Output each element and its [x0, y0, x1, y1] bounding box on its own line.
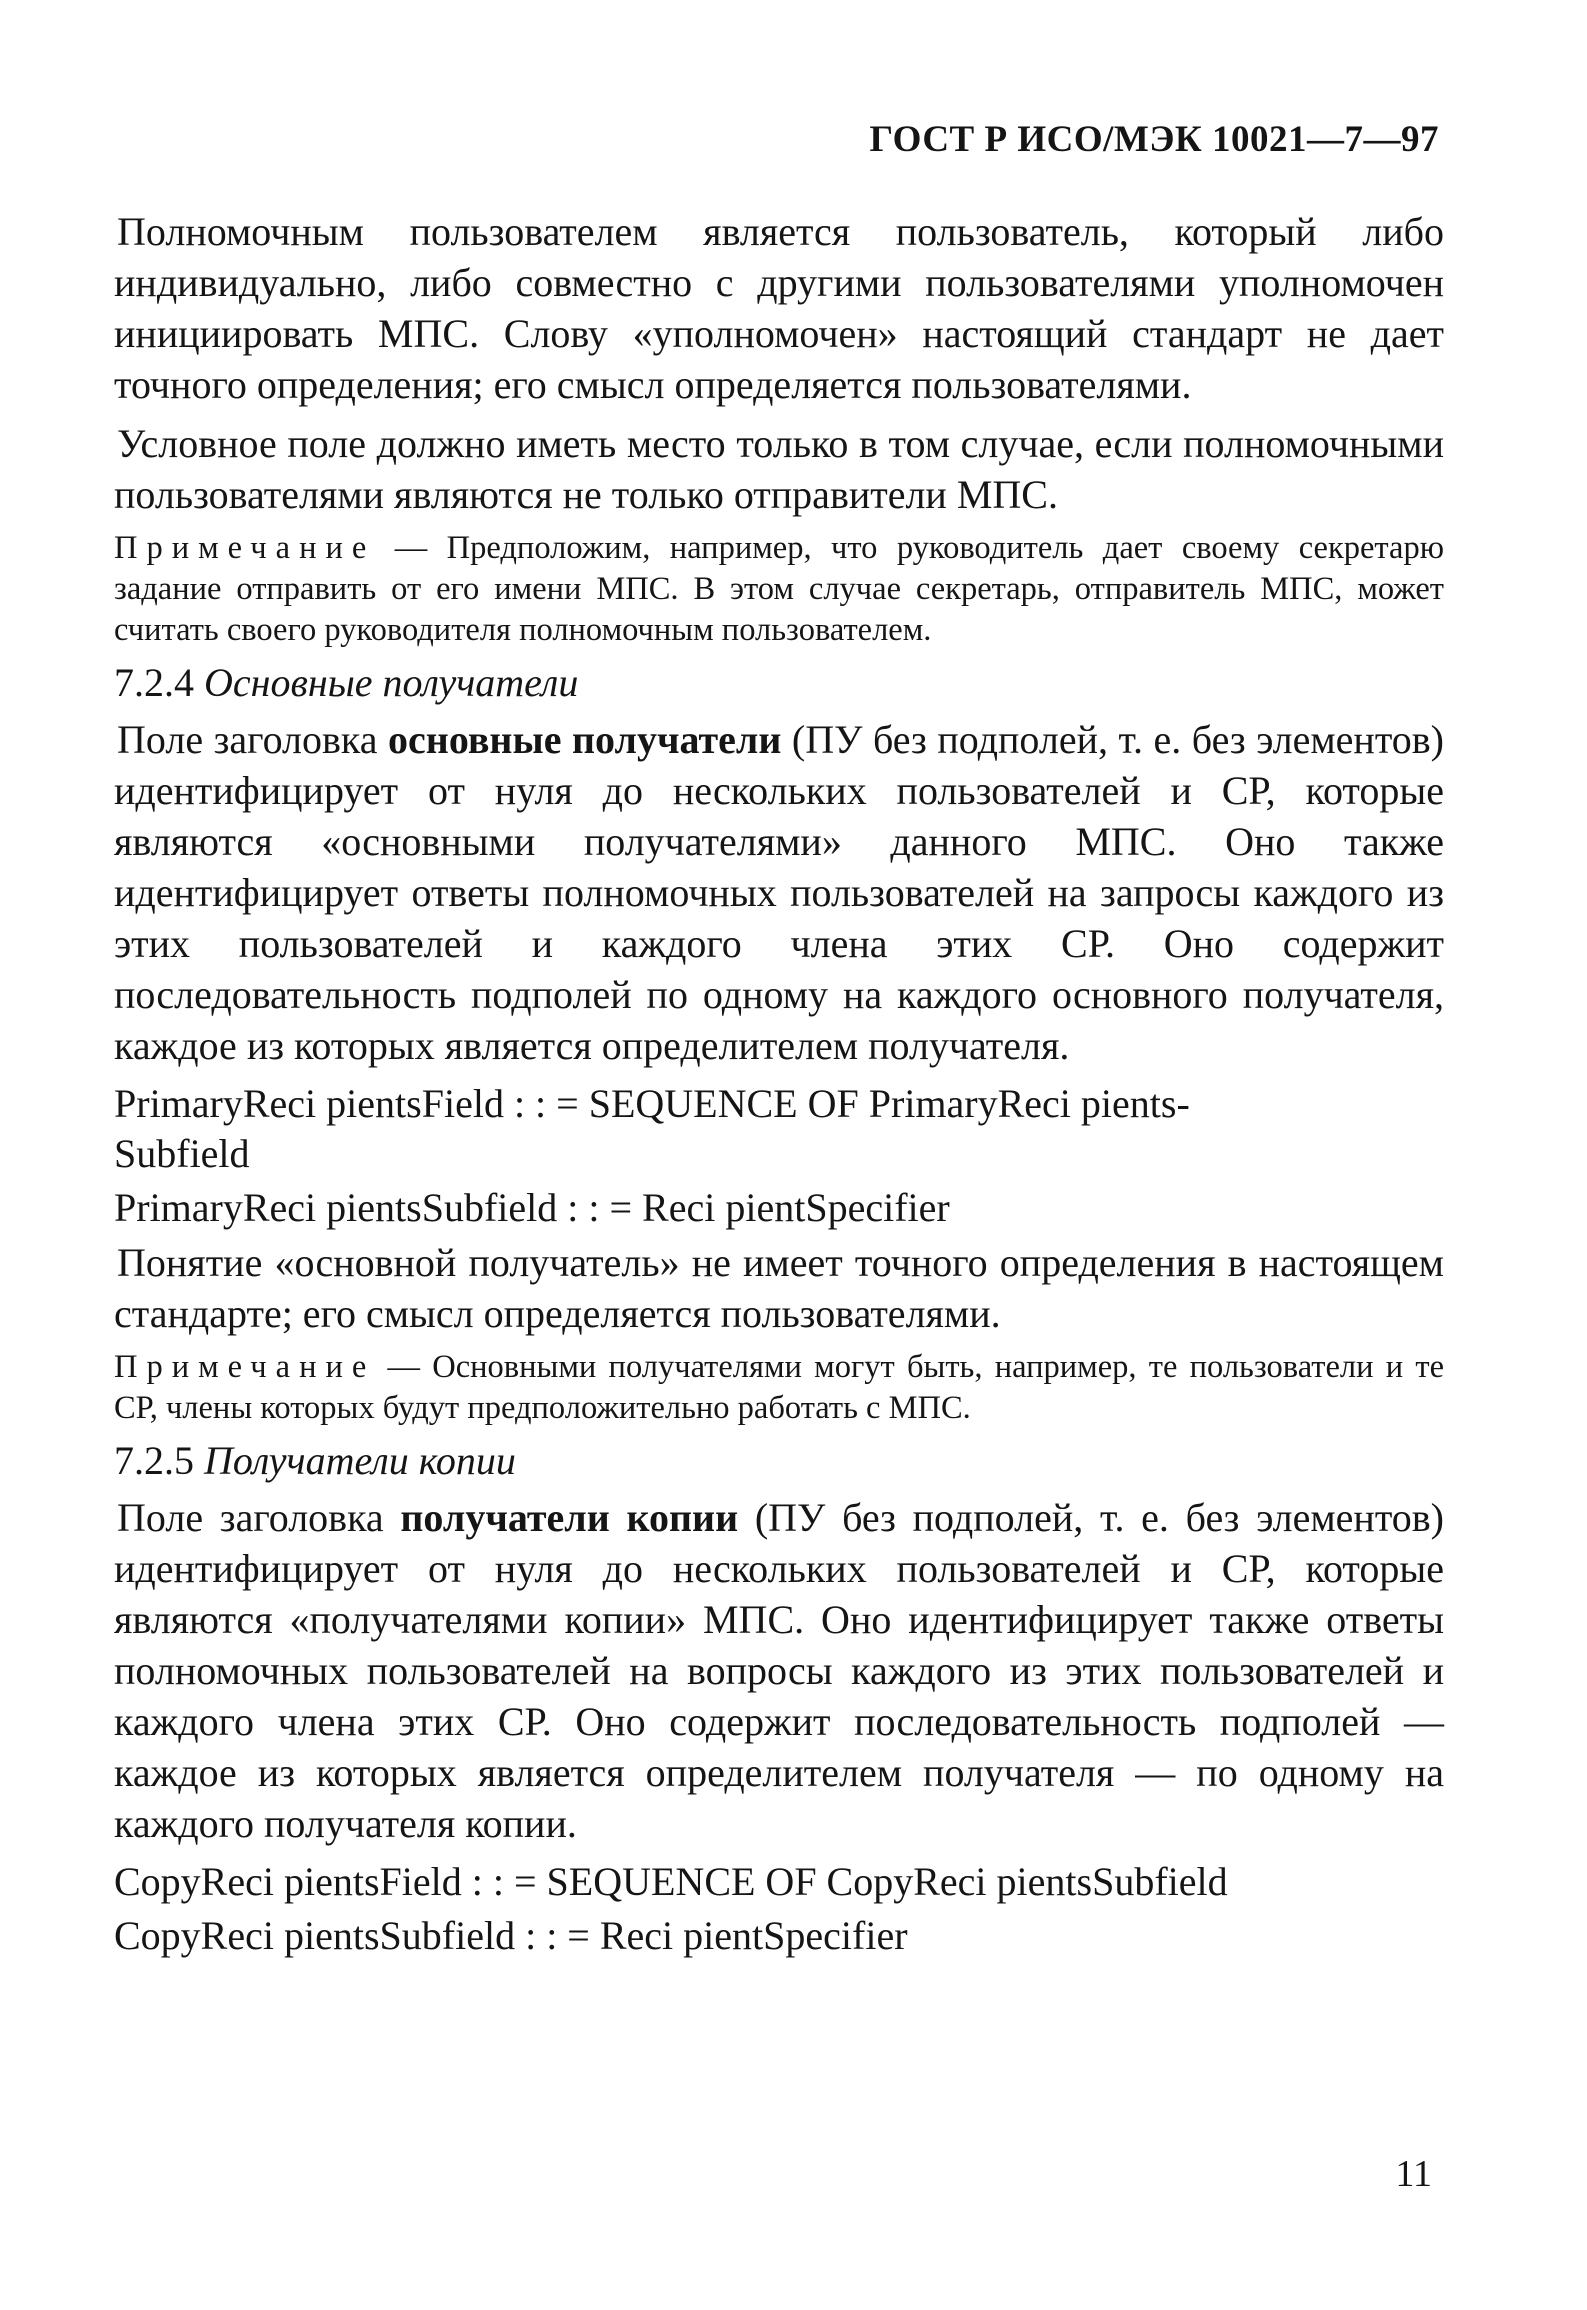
text-run: (ПУ без подполей, т. е. без элементов) идентифицирует от нуля до нескольких пользователей и СР, которые являются «основными получателями» данного МПС. Оно также идентифицирует ответы полномочных пользователей на запросы каждого из этих пользователей и каждого члена этих СР. Оно содержит последовательность подполей по одному на каждого основного получателя, каждое из которых является определителем получателя. — [114, 717, 1445, 1068]
note-primary-recipients — [114, 1347, 1444, 1429]
page-number: 11 — [1395, 2153, 1432, 2195]
section-number: 7.2.5 — [114, 1438, 194, 1483]
field-name-bold: основные получатели — [388, 717, 782, 762]
section-heading-7-2-4 — [114, 657, 1444, 708]
paragraph-copy-recipients — [114, 1492, 1444, 1849]
asn1-definition-copy-subfield: CopyReci pientsSubfield : : = Reci pientSpecifier — [114, 1913, 908, 1958]
text-run: Поле заголовка — [117, 1495, 401, 1540]
section-title: Основные получатели — [204, 660, 579, 705]
paragraph-primary-recipients — [114, 714, 1444, 1071]
note-text: — Основными получателями могут быть, например, те пользователи и те СР, члены которых будут предположительно работать с МПС. — [114, 1349, 1444, 1426]
note-label: Примечание — [114, 530, 376, 566]
paragraph-authorizing-users: Полномочным пользователем является пользователь, который либо индивидуально, либо совместно с другими пользователями уполномочен инициировать МПС. Слову «уполномочен» настоящий стандарт не дает точного определения; его смысл определяется пользователями. — [114, 209, 1444, 407]
section-number: 7.2.4 — [114, 660, 194, 705]
section-title: Получатели копии — [204, 1438, 516, 1483]
note-text: — Предположим, например, что руководитель дает своему секретарю задание отправить от его имени МПС. В этом случае секретарь, отправитель МПС, может считать своего руководителя полномочным пользователем. — [114, 530, 1444, 648]
asn1-definition-primary-subfield: PrimaryReci pientsSubfield : : = Reci pientSpecifier — [114, 1185, 950, 1230]
text-run: Поле заголовка — [117, 717, 389, 762]
paragraph-conditional-field: Условное поле должно иметь место только в том случае, если полномочными пользователями являются не только отправители МПС. — [114, 421, 1444, 517]
text-run: (ПУ без подполей, т. е. без элементов) идентифицирует от нуля до нескольких пользователей и СР, которые являются «получателями копии» МПС. Оно идентифицирует также ответы полномочных пользователей на вопросы каждого из этих пользователей и каждого члена этих СР. Оно содержит последовательность подполей — каждое из которых является определителем получателя — по одному на каждого получателя копии. — [114, 1495, 1444, 1846]
section-heading-7-2-5 — [114, 1435, 1444, 1486]
asn1-definition-primary-field: PrimaryReci pientsField : : = SEQUENCE OF PrimaryReci pients- Subfield — [114, 1081, 1190, 1176]
standard-header: ГОСТ Р ИСО/МЭК 10021—7—97 — [869, 119, 1439, 160]
note-label: Примечание — [114, 1349, 376, 1385]
paragraph-primary-recipient-concept: Понятие «основной получатель» не имеет точного определения в настоящем стандарте; его смысл определяется пользователями. — [114, 1240, 1444, 1336]
page-body — [114, 206, 1444, 1965]
field-name-bold: получатели копии — [400, 1495, 739, 1540]
note-authorizing-users — [114, 528, 1444, 651]
asn1-definition-copy-field: CopyReci pientsField : : = SEQUENCE OF CopyReci pientsSubfield — [114, 1859, 1228, 1904]
